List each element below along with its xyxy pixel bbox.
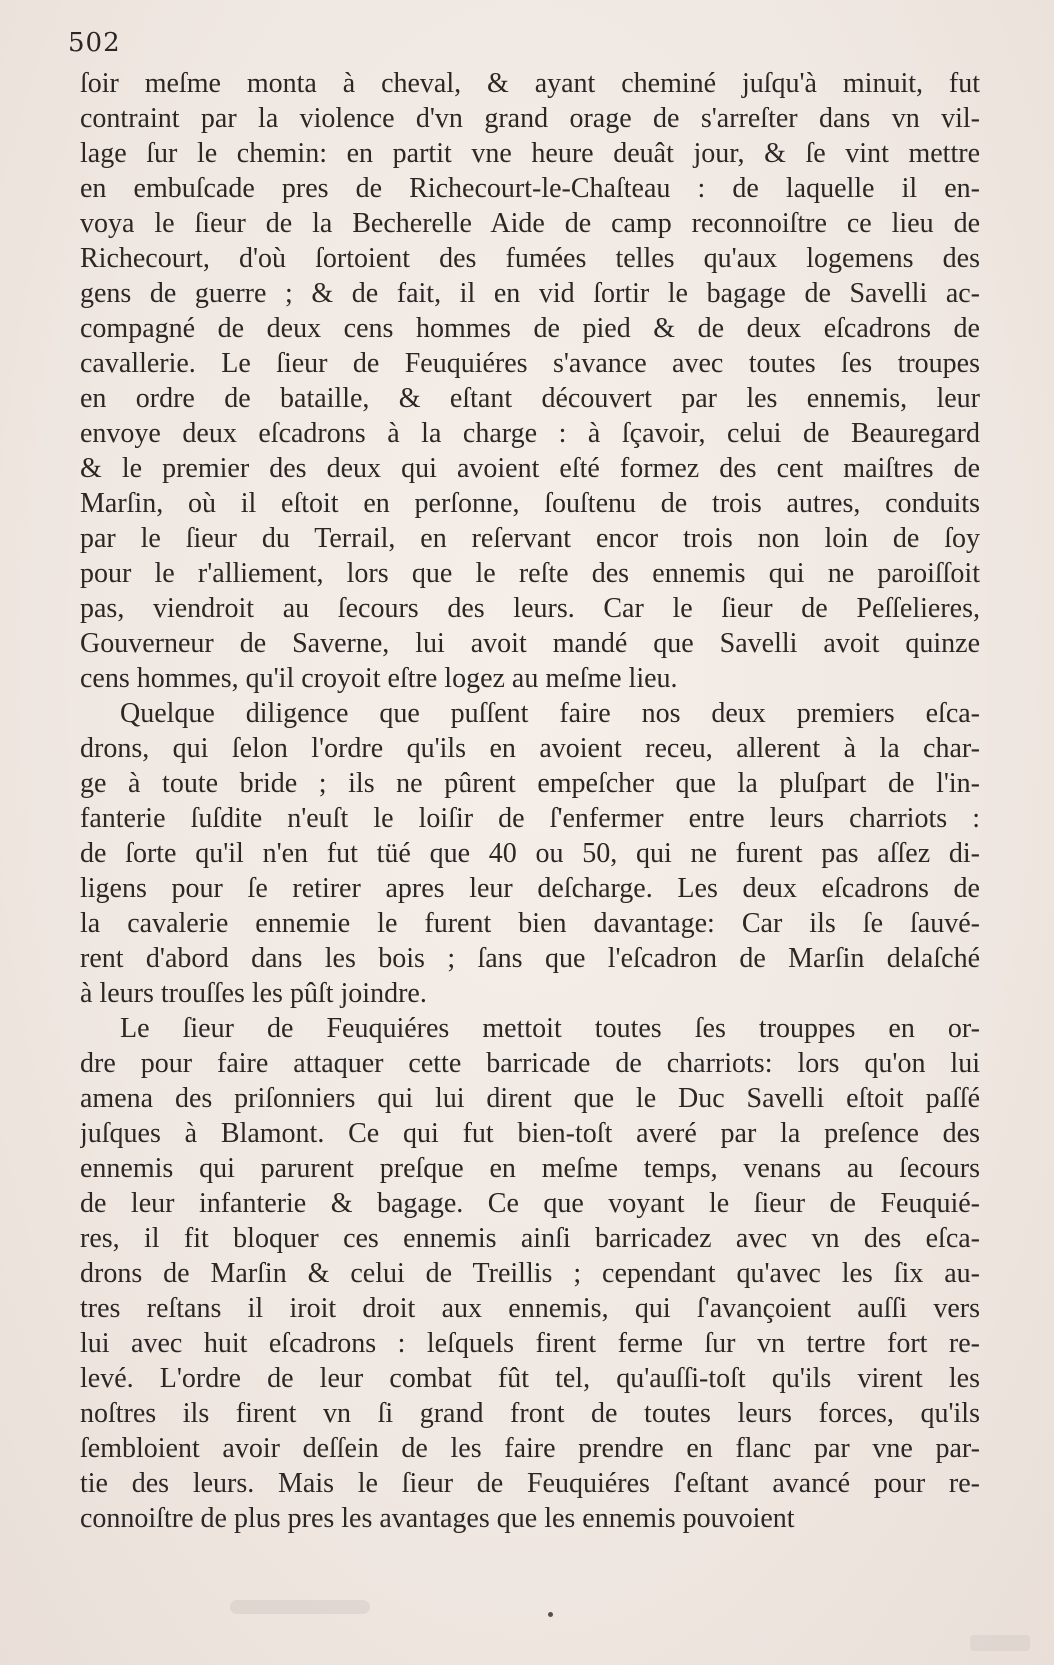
text-line: cavallerie. Le ſieur de Feuquiéres s'avance avec toutes ſes troupes	[80, 348, 980, 379]
paper-smudge	[230, 1600, 370, 1614]
text-line: dre pour faire attaquer cette barricade de charriots: lors qu'on lui	[80, 1048, 980, 1079]
text-line: compagné de deux cens hommes de pied & de deux eſcadrons de	[80, 313, 980, 344]
text-line: cens hommes, qu'il croyoit eſtre logez au meſme lieu.	[80, 663, 678, 694]
text-line: lui avec huit eſcadrons : leſquels firent ferme ſur vn tertre fort re-	[80, 1328, 980, 1359]
text-line: & le premier des deux qui avoient eſté formez des cent maiſtres de	[80, 453, 980, 484]
watermark	[970, 1635, 1030, 1651]
text-line: pas, viendroit au ſecours des leurs. Car le ſieur de Peſſelieres,	[80, 593, 980, 624]
text-line: en embuſcade pres de Richecourt-le-Chaſteau : de laquelle il en-	[80, 173, 980, 204]
text-line: ennemis qui parurent preſque en meſme temps, venans au ſecours	[80, 1153, 980, 1184]
text-line: tie des leurs. Mais le ſieur de Feuquiéres ſ'eſtant avancé pour re-	[80, 1468, 980, 1499]
text-line: de ſorte qu'il n'en fut tüé que 40 ou 50, qui ne furent pas aſſez di-	[80, 838, 980, 869]
text-line: Richecourt, d'où ſortoient des fumées telles qu'aux logemens des	[80, 243, 980, 274]
text-line: voya le ſieur de la Becherelle Aide de camp reconnoiſtre ce lieu de	[80, 208, 980, 239]
text-line: lage ſur le chemin: en partit vne heure deuât jour, & ſe vint mettre	[80, 138, 980, 169]
text-line: ſoir meſme monta à cheval, & ayant cheminé juſqu'à minuit, fut	[80, 68, 980, 99]
text-line: levé. L'ordre de leur combat fût tel, qu'auſſi-toſt qu'ils virent les	[80, 1363, 980, 1394]
text-line: tres reſtans il iroit droit aux ennemis, qui ſ'avançoient auſſi vers	[80, 1293, 980, 1324]
text-line: juſques à Blamont. Ce qui fut bien-toſt averé par la preſence des	[80, 1118, 980, 1149]
text-line: Marſin, où il eſtoit en perſonne, ſouſtenu de trois autres, conduits	[80, 488, 980, 519]
text-line: envoye deux eſcadrons à la charge : à ſçavoir, celui de Beauregard	[80, 418, 980, 449]
text-line: à leurs trouſſes les pûſt joindre.	[80, 978, 427, 1009]
text-line: ſembloient avoir deſſein de les faire prendre en flanc par vne par-	[80, 1433, 980, 1464]
text-line: fanterie ſuſdite n'euſt le loiſir de ſ'enfermer entre leurs charriots :	[80, 803, 980, 834]
text-line: gens de guerre ; & de fait, il en vid ſortir le bagage de Savelli ac-	[80, 278, 980, 309]
text-line: res, il fit bloquer ces ennemis ainſi barricadez avec vn des eſca-	[80, 1223, 980, 1254]
paragraph	[80, 1011, 980, 1536]
body-text	[80, 66, 980, 1536]
paragraph	[80, 696, 980, 1011]
text-line: ligens pour ſe retirer apres leur deſcharge. Les deux eſcadrons de	[80, 873, 980, 904]
text-line: Gouverneur de Saverne, lui avoit mandé que Savelli avoit quinze	[80, 628, 980, 659]
text-line: drons, qui ſelon l'ordre qu'ils en avoient receu, allerent à la char-	[80, 733, 980, 764]
text-line: par le ſieur du Terrail, en reſervant encor trois non loin de ſoy	[80, 523, 980, 554]
text-line: drons de Marſin & celui de Treillis ; cependant qu'avec les ſix au-	[80, 1258, 980, 1289]
paragraph	[80, 66, 980, 696]
text-line: pour le r'alliement, lors que le reſte des ennemis qui ne paroiſſoit	[80, 558, 980, 589]
text-line: ge à toute bride ; ils ne pûrent empeſcher que la pluſpart de l'in-	[80, 768, 980, 799]
text-line: la cavalerie ennemie le furent bien davantage: Car ils ſe ſauvé-	[80, 908, 980, 939]
text-line: en ordre de bataille, & eſtant découvert par les ennemis, leur	[80, 383, 980, 414]
text-line: noſtres ils firent vn ſi grand front de toutes leurs forces, qu'ils	[80, 1398, 980, 1429]
text-line: rent d'abord dans les bois ; ſans que l'eſcadron de Marſin delaſché	[80, 943, 980, 974]
text-line: connoiſtre de plus pres les avantages que les ennemis pouvoient	[80, 1503, 795, 1534]
ink-dot	[548, 1612, 553, 1617]
text-line: de leur infanterie & bagage. Ce que voyant le ſieur de Feuquié-	[80, 1188, 980, 1219]
text-line: amena des priſonniers qui lui dirent que le Duc Savelli eſtoit paſſé	[80, 1083, 980, 1114]
text-line: Quelque diligence que puſſent faire nos deux premiers eſca-	[120, 698, 980, 729]
text-line: contraint par la violence d'vn grand orage de s'arreſter dans vn vil-	[80, 103, 980, 134]
page-number: 502	[68, 28, 121, 58]
text-line: Le ſieur de Feuquiéres mettoit toutes ſes trouppes en or-	[120, 1013, 980, 1044]
